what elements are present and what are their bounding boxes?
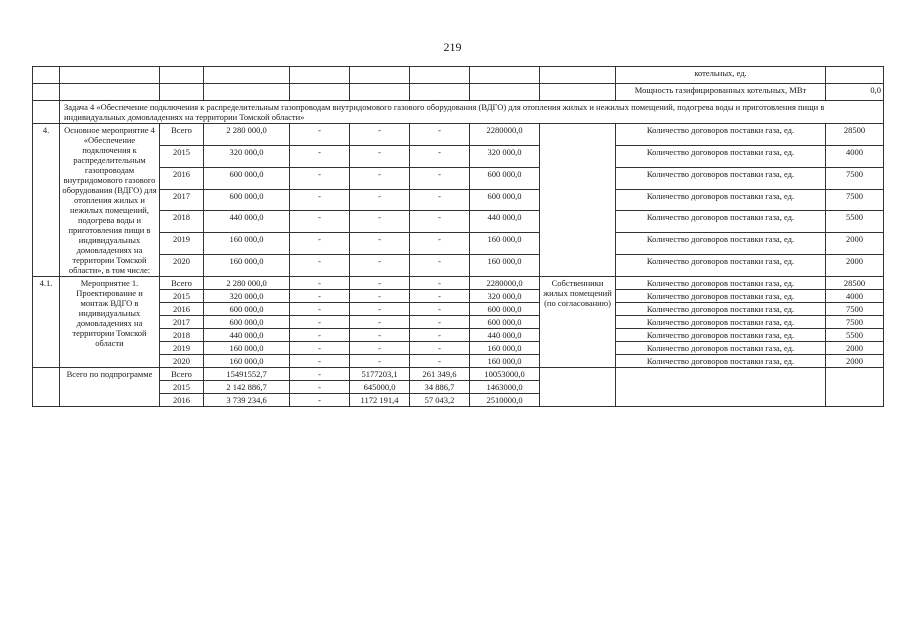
empty-cell — [616, 368, 826, 407]
value-cell: 0,0 — [826, 84, 884, 101]
extra-budget-cell: 600 000,0 — [470, 316, 540, 329]
federal-cell: - — [290, 355, 350, 368]
year-cell: 2020 — [160, 355, 204, 368]
empty-cell — [350, 67, 410, 84]
regional-cell: - — [350, 342, 410, 355]
extra-budget-cell: 600 000,0 — [470, 167, 540, 189]
federal-cell: - — [290, 381, 350, 394]
table-row — [33, 355, 884, 368]
task-text: Задача 4 «Обеспечение подключения к распределительным газопроводам внутридомового газового оборудования (ВДГО) для отопления жилых и нежилых помещений, подогрева воды и приготовления пищи в индивидуальных домовладениях на территории Томской области» — [60, 101, 884, 124]
table-row — [33, 189, 884, 211]
local-cell: - — [410, 189, 470, 211]
local-cell: - — [410, 255, 470, 277]
regional-cell: - — [350, 189, 410, 211]
regional-cell: - — [350, 329, 410, 342]
table-row — [33, 211, 884, 233]
federal-cell: - — [290, 277, 350, 290]
indicator-cell: Количество договоров поставки газа, ед. — [616, 233, 826, 255]
federal-cell: - — [290, 303, 350, 316]
regional-cell: - — [350, 167, 410, 189]
empty-cell — [60, 67, 160, 84]
local-cell: - — [410, 303, 470, 316]
year-cell: 2019 — [160, 233, 204, 255]
federal-cell: - — [290, 368, 350, 381]
empty-cell — [350, 84, 410, 101]
extra-budget-cell: 2280000,0 — [470, 277, 540, 290]
regional-cell: - — [350, 277, 410, 290]
empty-cell — [826, 368, 884, 407]
extra-budget-cell: 2510000,0 — [470, 394, 540, 407]
value-cell: 7500 — [826, 189, 884, 211]
indicator-cell: Количество договоров поставки газа, ед. — [616, 303, 826, 316]
total-cell: 440 000,0 — [204, 329, 290, 342]
row-number: 4. — [33, 124, 60, 277]
extra-budget-cell: 160 000,0 — [470, 342, 540, 355]
total-cell: 2 280 000,0 — [204, 124, 290, 146]
empty-cell — [60, 84, 160, 101]
extra-budget-cell: 1463000,0 — [470, 381, 540, 394]
extra-budget-cell: 440 000,0 — [470, 211, 540, 233]
federal-cell: - — [290, 167, 350, 189]
empty-cell — [410, 67, 470, 84]
indicator-cell: Количество договоров поставки газа, ед. — [616, 255, 826, 277]
value-cell: 28500 — [826, 124, 884, 146]
federal-cell: - — [290, 394, 350, 407]
local-cell: - — [410, 355, 470, 368]
federal-cell: - — [290, 290, 350, 303]
federal-cell: - — [290, 316, 350, 329]
year-cell: 2016 — [160, 394, 204, 407]
value-cell: 2000 — [826, 355, 884, 368]
local-cell: 34 886,7 — [410, 381, 470, 394]
total-cell: 160 000,0 — [204, 355, 290, 368]
empty-cell — [540, 67, 616, 84]
regional-cell: - — [350, 124, 410, 146]
year-cell: 2017 — [160, 189, 204, 211]
value-cell: 7500 — [826, 303, 884, 316]
empty-cell — [160, 84, 204, 101]
year-cell: 2019 — [160, 342, 204, 355]
table-row — [33, 303, 884, 316]
page-number: 219 — [443, 40, 462, 54]
total-cell: 160 000,0 — [204, 255, 290, 277]
indicator-cell: котельных, ед. — [616, 67, 826, 84]
regional-cell: - — [350, 211, 410, 233]
total-cell: 600 000,0 — [204, 303, 290, 316]
year-cell: 2017 — [160, 316, 204, 329]
extra-budget-cell: 600 000,0 — [470, 189, 540, 211]
empty-cell — [33, 101, 60, 124]
extra-budget-cell: 160 000,0 — [470, 233, 540, 255]
total-cell: 600 000,0 — [204, 189, 290, 211]
local-cell: 57 043,2 — [410, 394, 470, 407]
year-cell: 2015 — [160, 381, 204, 394]
regional-cell: - — [350, 303, 410, 316]
empty-cell — [204, 67, 290, 84]
total-cell: 15491552,7 — [204, 368, 290, 381]
local-cell: - — [410, 124, 470, 146]
indicator-cell: Количество договоров поставки газа, ед. — [616, 211, 826, 233]
empty-cell — [160, 67, 204, 84]
local-cell: - — [410, 290, 470, 303]
empty-cell — [470, 84, 540, 101]
indicator-cell: Количество договоров поставки газа, ед. — [616, 277, 826, 290]
federal-cell: - — [290, 329, 350, 342]
extra-budget-cell: 320 000,0 — [470, 145, 540, 167]
table-row — [33, 145, 884, 167]
table-row — [33, 167, 884, 189]
value-cell: 5500 — [826, 329, 884, 342]
table-row — [33, 277, 884, 290]
federal-cell: - — [290, 233, 350, 255]
local-cell: - — [410, 342, 470, 355]
empty-cell — [33, 67, 60, 84]
table-row — [33, 316, 884, 329]
extra-budget-cell: 160 000,0 — [470, 255, 540, 277]
year-cell: 2016 — [160, 303, 204, 316]
empty-cell — [540, 368, 616, 407]
total-cell: 320 000,0 — [204, 290, 290, 303]
federal-cell: - — [290, 145, 350, 167]
table-row — [33, 329, 884, 342]
value-cell: 7500 — [826, 316, 884, 329]
year-cell: 2018 — [160, 211, 204, 233]
year-cell: 2015 — [160, 290, 204, 303]
year-cell: 2018 — [160, 329, 204, 342]
year-cell: 2016 — [160, 167, 204, 189]
extra-budget-cell: 320 000,0 — [470, 290, 540, 303]
empty-cell — [33, 368, 60, 407]
local-cell: - — [410, 277, 470, 290]
indicator-cell: Количество договоров поставки газа, ед. — [616, 145, 826, 167]
empty-cell — [540, 84, 616, 101]
value-cell: 28500 — [826, 277, 884, 290]
totals-row — [33, 368, 884, 381]
empty-cell — [290, 84, 350, 101]
regional-cell: - — [350, 316, 410, 329]
federal-cell: - — [290, 255, 350, 277]
extra-budget-cell: 440 000,0 — [470, 329, 540, 342]
empty-cell — [33, 84, 60, 101]
empty-cell — [410, 84, 470, 101]
regional-cell: 645000,0 — [350, 381, 410, 394]
empty-cell — [470, 67, 540, 84]
value-cell: 2000 — [826, 233, 884, 255]
table-row — [33, 255, 884, 277]
extra-budget-cell: 10053000,0 — [470, 368, 540, 381]
local-cell: - — [410, 145, 470, 167]
local-cell: - — [410, 167, 470, 189]
indicator-cell: Количество договоров поставки газа, ед. — [616, 189, 826, 211]
indicator-cell: Мощность газифицированных котельных, МВт — [616, 84, 826, 101]
indicator-row — [33, 84, 884, 101]
indicator-cell: Количество договоров поставки газа, ед. — [616, 290, 826, 303]
regional-cell: 1172 191,4 — [350, 394, 410, 407]
executor-cell: Собственники жилых помещений (по согласованию) — [540, 277, 616, 368]
extra-budget-cell: 160 000,0 — [470, 355, 540, 368]
value-cell: 2000 — [826, 342, 884, 355]
program-table — [32, 66, 884, 407]
total-cell: 320 000,0 — [204, 145, 290, 167]
value-cell: 5500 — [826, 211, 884, 233]
regional-cell: - — [350, 145, 410, 167]
regional-cell: - — [350, 255, 410, 277]
total-cell: 160 000,0 — [204, 233, 290, 255]
row-number: 4.1. — [33, 277, 60, 368]
federal-cell: - — [290, 342, 350, 355]
value-cell: 2000 — [826, 255, 884, 277]
year-cell: 2020 — [160, 255, 204, 277]
empty-cell — [204, 84, 290, 101]
total-cell: 600 000,0 — [204, 167, 290, 189]
regional-cell: - — [350, 290, 410, 303]
value-cell: 4000 — [826, 290, 884, 303]
total-cell: 440 000,0 — [204, 211, 290, 233]
indicator-cell: Количество договоров поставки газа, ед. — [616, 329, 826, 342]
total-cell: 3 739 234,6 — [204, 394, 290, 407]
regional-cell: - — [350, 355, 410, 368]
executor-cell — [540, 124, 616, 277]
year-cell: Всего — [160, 277, 204, 290]
indicator-cell: Количество договоров поставки газа, ед. — [616, 124, 826, 146]
federal-cell: - — [290, 124, 350, 146]
value-cell — [826, 67, 884, 84]
totals-name: Всего по подпрограмме — [60, 368, 160, 407]
federal-cell: - — [290, 211, 350, 233]
local-cell: - — [410, 329, 470, 342]
total-cell: 2 142 886,7 — [204, 381, 290, 394]
value-cell: 4000 — [826, 145, 884, 167]
total-cell: 2 280 000,0 — [204, 277, 290, 290]
extra-budget-cell: 2280000,0 — [470, 124, 540, 146]
measure-name: Мероприятие 1. Проектирование и монтаж ВДГО в индивидуальных домовладениях на территории Томской области — [60, 277, 160, 368]
indicator-cell: Количество договоров поставки газа, ед. — [616, 355, 826, 368]
local-cell: - — [410, 316, 470, 329]
table-row — [33, 124, 884, 146]
indicator-row — [33, 67, 884, 84]
task-row — [33, 101, 884, 124]
empty-cell — [290, 67, 350, 84]
value-cell: 7500 — [826, 167, 884, 189]
regional-cell: 5177203,1 — [350, 368, 410, 381]
measure-name: Основное мероприятие 4 «Обеспечение подключения к распределительным газопроводам внутридомового газового оборудования (ВДГО) для отопления жилых и нежилых помещений, подогрева воды и приготовления пищи в индивидуальных домовладениях на территории Томской области», в том числе: — [60, 124, 160, 277]
local-cell: - — [410, 211, 470, 233]
indicator-cell: Количество договоров поставки газа, ед. — [616, 316, 826, 329]
table-row — [33, 233, 884, 255]
total-cell: 600 000,0 — [204, 316, 290, 329]
table-row — [33, 342, 884, 355]
regional-cell: - — [350, 233, 410, 255]
indicator-cell: Количество договоров поставки газа, ед. — [616, 167, 826, 189]
year-cell: 2015 — [160, 145, 204, 167]
total-cell: 160 000,0 — [204, 342, 290, 355]
year-cell: Всего — [160, 124, 204, 146]
local-cell: 261 349,6 — [410, 368, 470, 381]
year-cell: Всего — [160, 368, 204, 381]
indicator-cell: Количество договоров поставки газа, ед. — [616, 342, 826, 355]
extra-budget-cell: 600 000,0 — [470, 303, 540, 316]
table-row — [33, 290, 884, 303]
local-cell: - — [410, 233, 470, 255]
federal-cell: - — [290, 189, 350, 211]
